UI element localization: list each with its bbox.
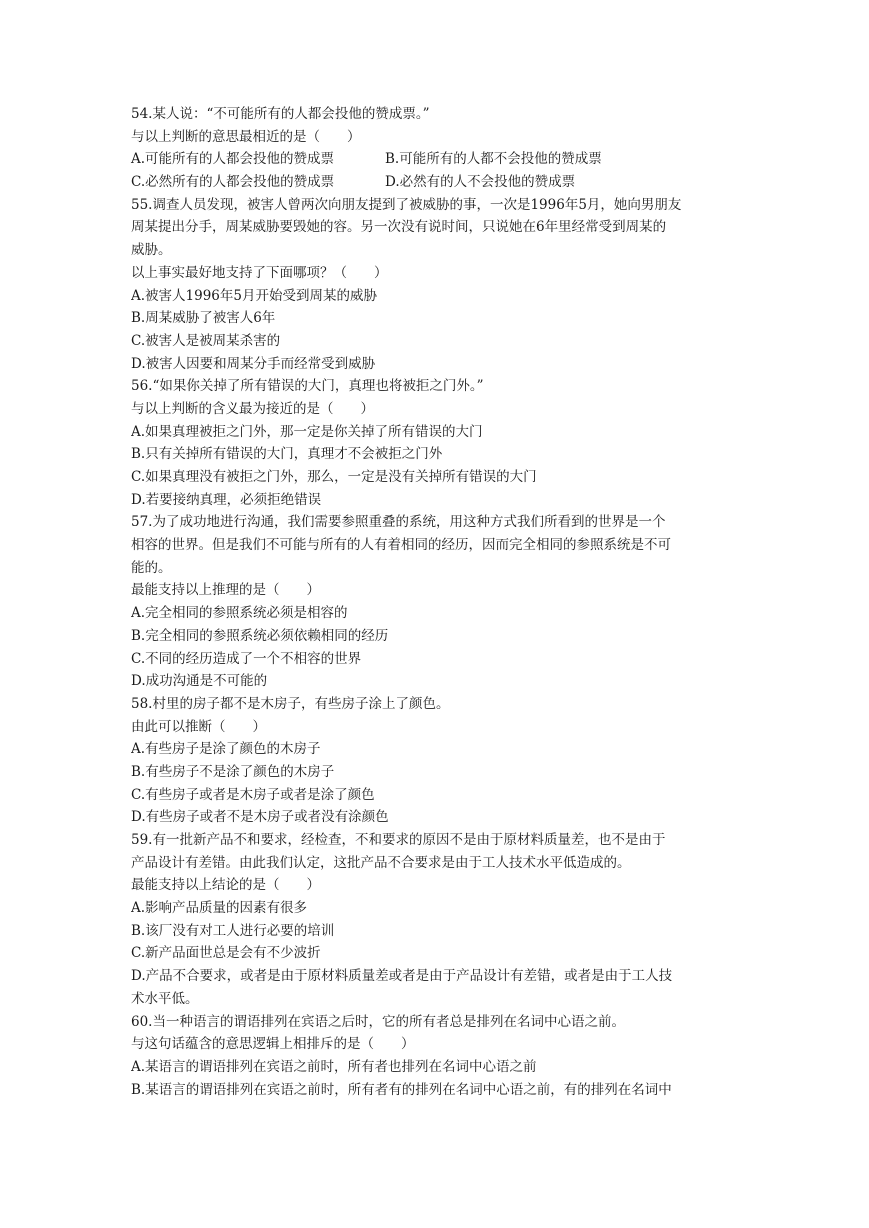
question-55-option-d: D.被害人因要和周某分手而经常受到威胁: [131, 355, 376, 372]
question-58-option-b: B.有些房子不是涂了颜色的木房子: [131, 763, 335, 780]
question-56-option-a: A.如果真理被拒之门外，那一定是你关掉了所有错误的大门: [131, 423, 483, 440]
question-60-option-b: B.某语言的谓语排列在宾语之前时，所有者有的排列在名词中心语之前，有的排列在名词中: [131, 1081, 672, 1098]
question-57-option-b: B.完全相同的参照系统必须依赖相同的经历: [131, 627, 389, 644]
question-57-stem-line: 57.为了成功地进行沟通，我们需要参照重叠的系统，用这种方式我们所看到的世界是一个: [131, 514, 666, 531]
question-54-prompt: 与以上判断的意思最相近的是（ ）: [131, 128, 361, 145]
question-59-option-d: D.产品不合要求，或者是由于原材料质量差或者是由于产品设计有差错，或者是由于工人技: [131, 968, 673, 985]
question-57-prompt: 最能支持以上推理的是（ ）: [131, 582, 320, 599]
question-60-prompt: 与这句话蕴含的意思逻辑上相排斥的是（ ）: [131, 1036, 415, 1053]
question-58-option-c: C.有些房子或者是木房子或者是涂了颜色: [131, 786, 375, 803]
question-54-stem: 54.某人说：“不可能所有的人都会投他的赞成票。”: [131, 106, 430, 122]
question-58-stem: 58.村里的房子都不是木房子，有些房子涂上了颜色。: [131, 695, 450, 712]
question-59-option-c: C.新产品面世总是会有不少波折: [131, 945, 321, 962]
question-54-option-d: D.必然有的人不会投他的赞成票: [385, 174, 576, 191]
question-55-stem-line: 威胁。: [131, 242, 172, 259]
question-55-prompt: 以上事实最好地支持了下面哪项？（ ）: [131, 264, 388, 281]
question-54-options-row-1: [131, 148, 739, 171]
question-54-option-a: A.可能所有的人都会投他的赞成票: [131, 151, 335, 168]
question-58-option-d: D.有些房子或者不是木房子或者没有涂颜色: [131, 809, 389, 826]
question-57-stem-line: 相容的世界。但是我们不可能与所有的人有着相同的经历，因而完全相同的参照系统是不可: [131, 537, 671, 554]
question-57-option-c: C.不同的经历造成了一个不相容的世界: [131, 650, 362, 667]
question-list: [131, 103, 739, 1101]
question-54-option-b: B.可能所有的人都不会投他的赞成票: [385, 151, 602, 168]
question-59-option-d-continued: 术水平低。: [131, 990, 199, 1007]
question-59-option-b: B.该厂没有对工人进行必要的培训: [131, 922, 335, 939]
question-60-option-a: A.某语言的谓语排列在宾语之前时，所有者也排列在名词中心语之前: [131, 1058, 537, 1075]
question-56-option-c: C.如果真理没有被拒之门外，那么，一定是没有关掉所有错误的大门: [131, 469, 537, 485]
question-59-stem-line: 59.有一批新产品不和要求，经检查，不和要求的原因不是由于原材料质量差，也不是由于: [131, 832, 666, 848]
question-58-option-a: A.有些房子是涂了颜色的木房子: [131, 741, 321, 758]
question-55-option-a: A.被害人1996年5月开始受到周某的威胁: [131, 287, 377, 304]
question-59-prompt: 最能支持以上结论的是（ ）: [131, 877, 320, 894]
question-60-stem: 60.当一种语言的谓语排列在宾语之后时，它的所有者总是排列在名词中心语之前。: [131, 1013, 625, 1030]
question-58-prompt: 由此可以推断（ ）: [131, 718, 266, 735]
question-59-stem-line: 产品设计有差错。由此我们认定，这批产品不合要求是由于工人技术水平低造成的。: [131, 854, 631, 871]
question-55-stem-line: 55.调查人员发现，被害人曾两次向朋友提到了被威胁的事，一次是1996年5月，她向男朋友: [131, 196, 682, 213]
question-56-stem: 56.“如果你关掉了所有错误的大门，真理也将被拒之门外。”: [131, 378, 484, 395]
question-59-option-a: A.影响产品质量的因素有很多: [131, 900, 308, 917]
question-55-stem-line: 周某提出分手，周某威胁要毁她的容。另一次没有说时间，只说她在6年里经常受到周某的: [131, 219, 667, 236]
question-54-option-c: C.必然所有的人都会投他的赞成票: [131, 174, 335, 191]
question-54-options-row-2: [131, 171, 739, 194]
question-55-option-c: C.被害人是被周某杀害的: [131, 332, 281, 349]
question-56-prompt: 与以上判断的含义最为接近的是（ ）: [131, 400, 374, 417]
question-56-option-d: D.若要接纳真理，必须拒绝错误: [131, 491, 322, 508]
question-56-option-b: B.只有关掉所有错误的大门，真理才不会被拒之门外: [131, 446, 443, 463]
question-57-stem-line: 能的。: [131, 559, 172, 576]
question-57-option-a: A.完全相同的参照系统必须是相容的: [131, 605, 348, 622]
question-55-option-b: B.周某威胁了被害人6年: [131, 310, 276, 327]
question-57-option-d: D.成功沟通是不可能的: [131, 673, 268, 690]
